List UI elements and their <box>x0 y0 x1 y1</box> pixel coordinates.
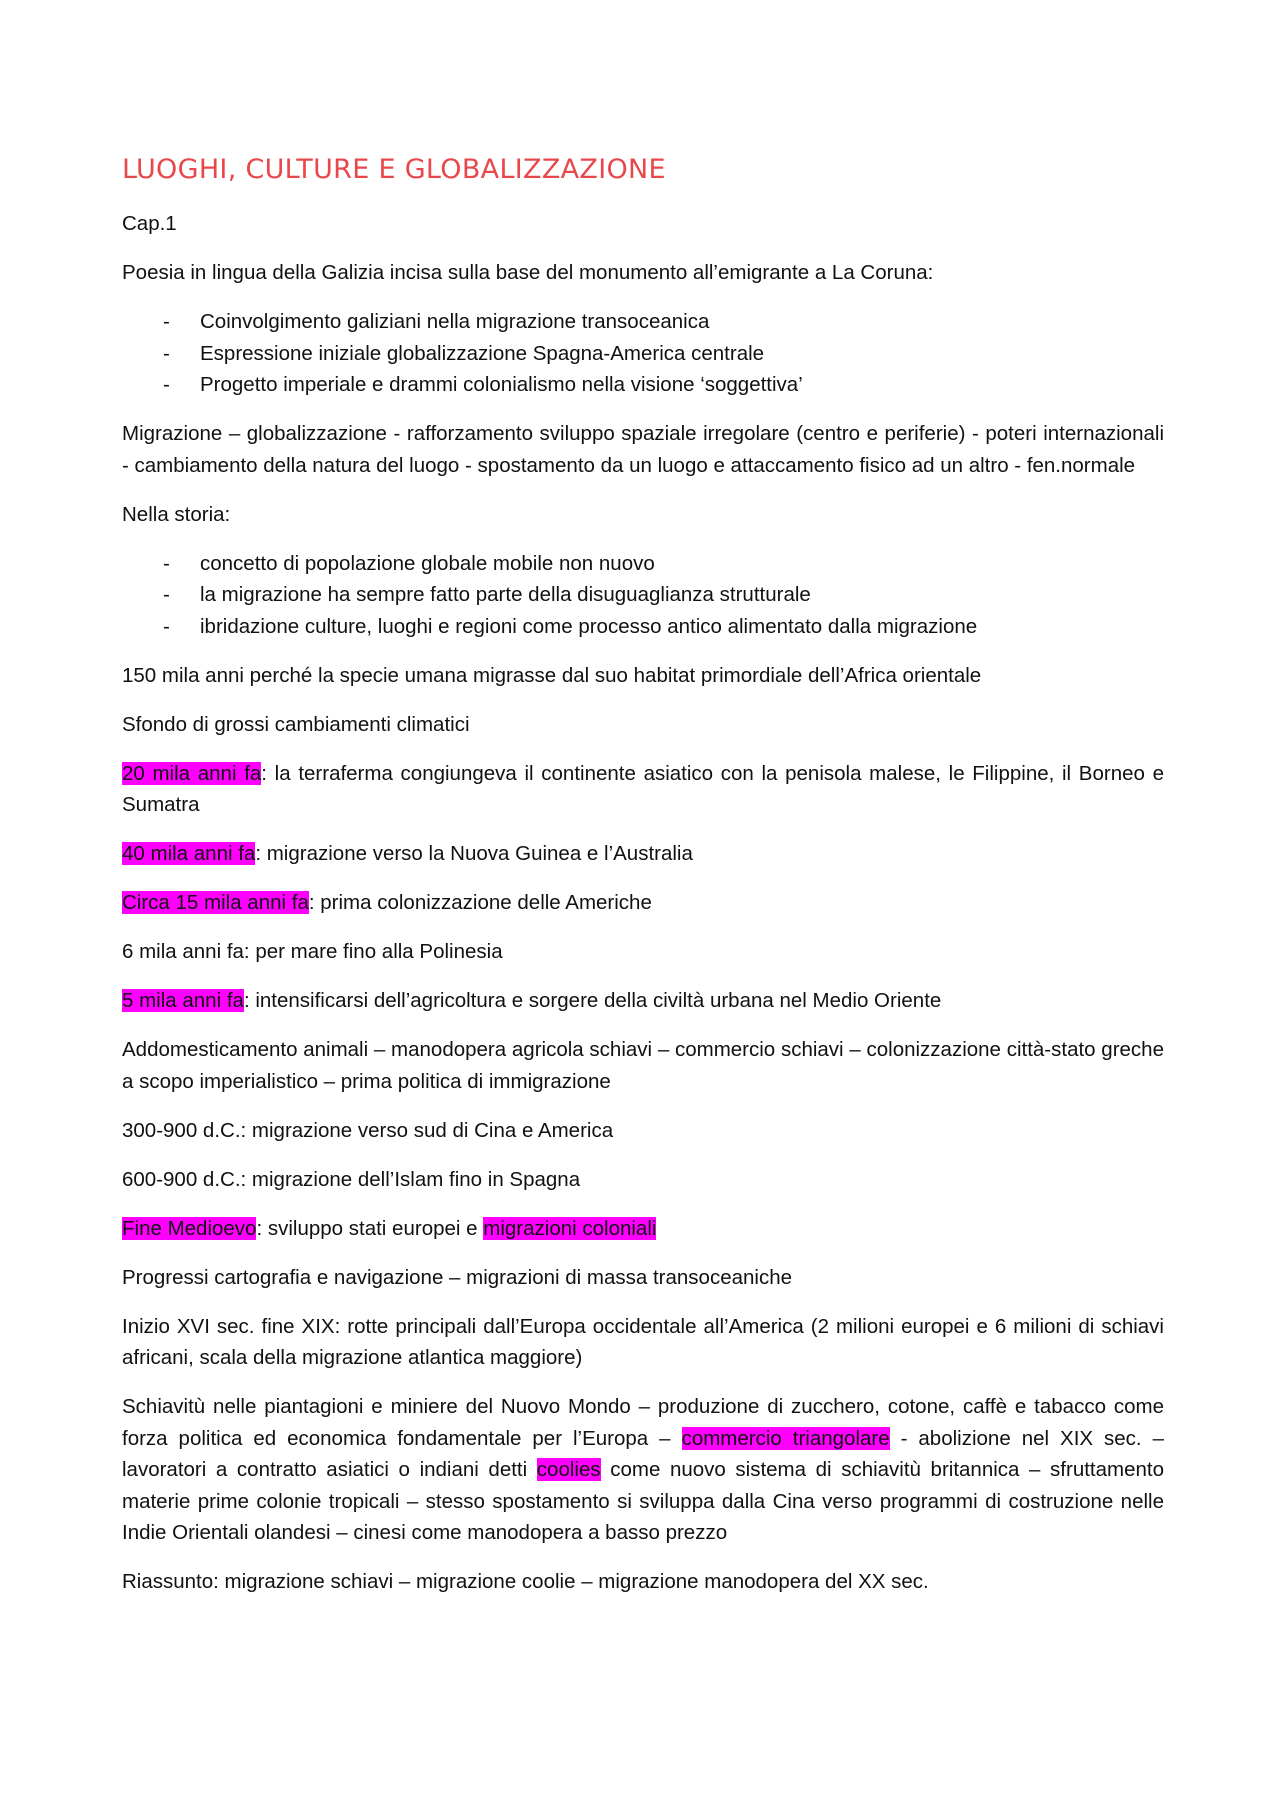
paragraph-40k-years: 40 mila anni fa: migrazione verso la Nuova Guinea e l’Australia <box>122 842 693 865</box>
paragraph-150k-years: 150 mila anni perché la specie umana migrasse dal suo habitat primordiale dell’Africa orientale <box>122 663 982 687</box>
paragraph-20k-years: 20 mila anni fa: la terraferma congiungeva il continente asiatico con la penisola malese, le Filippine, il Borneo e Sumatra <box>122 761 1164 816</box>
list-item: - Coinvolgimento galiziani nella migrazione transoceanica <box>122 306 1164 338</box>
dash-bullet: - <box>163 583 170 606</box>
highlighted-text: 20 mila anni fa <box>122 761 262 785</box>
chapter-label: Cap.1 <box>122 212 177 235</box>
paragraph-climate: Sfondo di grossi cambiamenti climatici <box>122 712 470 736</box>
paragraph-15k-years: Circa 15 mila anni fa: prima colonizzazione delle Americhe <box>122 891 652 914</box>
migration-paragraph: Migrazione – globalizzazione - rafforzamento sviluppo spaziale irregolare (centro e periferie) - poteri internazionali - cambiamento della natura del luogo - spostamento da un luogo e attaccamento fisico ad un altro - fen.normale <box>122 422 1164 477</box>
paragraph-300-900: 300-900 d.C.: migrazione verso sud di Cina e America <box>122 1118 614 1142</box>
list-item: - la migrazione ha sempre fatto parte della disuguaglianza strutturale <box>122 579 1164 611</box>
paragraph-600-900: 600-900 d.C.: migrazione dell’Islam fino in Spagna <box>122 1167 581 1191</box>
paragraph-16th-19th-century: Inizio XVI sec. fine XIX: rotte principali dall’Europa occidentale all’America (2 milioni europei e 6 milioni di schiavi africani, scala della migrazione atlantica maggiore) <box>122 1314 1164 1369</box>
poem-points-list <box>122 306 1164 401</box>
highlighted-text: 40 mila anni fa <box>122 842 256 865</box>
highlighted-text: Fine Medioevo <box>122 1216 257 1240</box>
history-points-list <box>122 548 1164 643</box>
paragraph-late-middle-ages: Fine Medioevo: sviluppo stati europei e migrazioni coloniali <box>122 1216 657 1240</box>
dash-bullet: - <box>163 341 170 365</box>
list-item: - concetto di popolazione globale mobile non nuovo <box>122 548 1164 580</box>
dash-bullet: - <box>163 614 170 638</box>
highlighted-text: migrazioni coloniali <box>483 1216 657 1240</box>
dash-bullet: - <box>163 310 170 333</box>
list-item: - Progetto imperiale e drammi colonialismo nella visione ‘soggettiva’ <box>122 369 1164 401</box>
paragraph-5k-years: 5 mila anni fa: intensificarsi dell’agricoltura e sorgere della civiltà urbana nel Medio Oriente <box>122 989 942 1012</box>
dash-bullet: - <box>163 373 170 396</box>
highlighted-text: commercio triangolare <box>681 1426 890 1450</box>
intro-paragraph: Poesia in lingua della Galizia incisa sulla base del monumento all’emigrante a La Coruna: <box>122 261 934 284</box>
list-item: - Espressione iniziale globalizzazione Spagna-America centrale <box>122 338 1164 370</box>
paragraph-cartography: Progressi cartografia e navigazione – migrazioni di massa transoceaniche <box>122 1265 793 1289</box>
paragraph-6k-years: 6 mila anni fa: per mare fino alla Polinesia <box>122 940 503 963</box>
document-page <box>122 150 1164 1615</box>
paragraph-summary: Riassunto: migrazione schiavi – migrazione coolie – migrazione manodopera del XX sec. <box>122 1570 929 1593</box>
highlighted-text: coolies <box>536 1458 601 1481</box>
paragraph-slavery: Schiavitù nelle piantagioni e miniere del Nuovo Mondo – produzione di zucchero, cotone, caffè e tabacco come forza politica ed economica fondamentale per l’Europa – commercio triangolare - abolizione nel XIX sec. – lavoratori a contratto asiatici o indiani detti coolies come nuovo sistema di schiavitù britannica – sfruttamento materie prime colonie tropicali – stesso spostamento si sviluppa dalla Cina verso programmi di costruzione nelle Indie Orientali olandesi – cinesi come manodopera a basso prezzo <box>122 1395 1164 1544</box>
document-title: LUOGHI, CULTURE E GLOBALIZZAZIONE <box>122 154 666 185</box>
dash-bullet: - <box>163 551 170 575</box>
list-item: - ibridazione culture, luoghi e regioni come processo antico alimentato dalla migrazione <box>122 611 1164 643</box>
paragraph-domestication: Addomesticamento animali – manodopera agricola schiavi – commercio schiavi – colonizzazione città-stato greche a scopo imperialistico – prima politica di immigrazione <box>122 1038 1164 1093</box>
history-heading: Nella storia: <box>122 502 231 526</box>
highlighted-text: 5 mila anni fa <box>122 989 244 1012</box>
highlighted-text: Circa 15 mila anni fa <box>122 891 309 914</box>
